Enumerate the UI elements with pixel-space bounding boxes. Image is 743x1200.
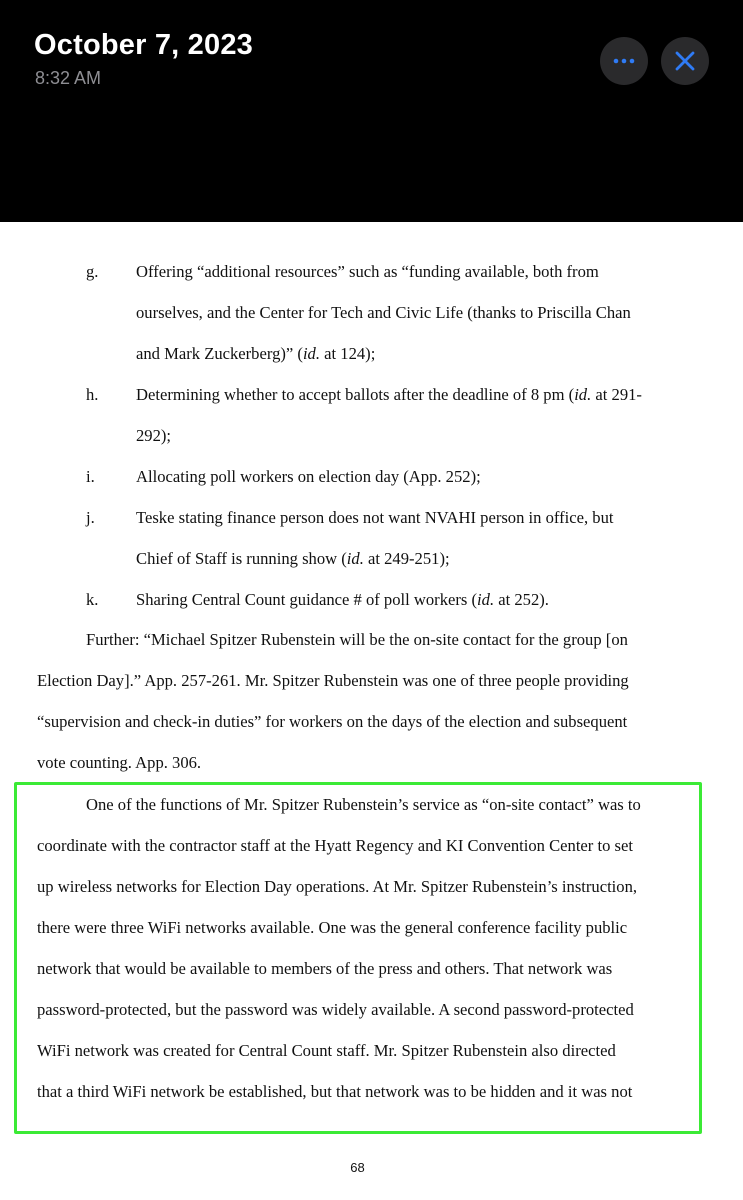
list-label: j. — [86, 508, 95, 527]
list-label: i. — [86, 467, 95, 486]
paragraph-line: up wireless networks for Election Day operations. At Mr. Spitzer Rubenstein’s instruction, — [37, 877, 638, 896]
photo-date: October 7, 2023 — [34, 29, 253, 61]
paragraph-line: Further: “Michael Spitzer Rubenstein will be the on-site contact for the group [on — [86, 630, 628, 649]
list-item-line: Chief of Staff is running show (id. at 249-251); — [136, 549, 450, 568]
list-label: h. — [86, 385, 99, 404]
photo-viewer-header — [0, 0, 743, 222]
list-item-line: ourselves, and the Center for Tech and Civic Life (thanks to Priscilla Chan — [136, 303, 631, 322]
paragraph-line: password-protected, but the password was widely available. A second password-protected — [37, 1000, 634, 1019]
paragraph-line: vote counting. App. 306. — [37, 753, 202, 772]
list-item-line — [136, 262, 677, 282]
list-item-line: Allocating poll workers on election day (App. 252); — [136, 467, 481, 486]
paragraph-line: One of the functions of Mr. Spitzer Rubenstein’s service as “on-site contact” was to — [86, 795, 641, 814]
photo-time: 8:32 AM — [35, 68, 102, 88]
page-number: 68 — [350, 1160, 365, 1175]
close-icon — [675, 51, 695, 71]
more-options-button[interactable] — [600, 37, 648, 85]
paragraph-line: Election Day].” App. 257-261. Mr. Spitzer Rubenstein was one of three people providing — [37, 671, 629, 690]
list-item-line: and Mark Zuckerberg)” (id. at 124); — [136, 344, 376, 363]
list-label: k. — [86, 590, 99, 609]
list-item-line: Sharing Central Count guidance # of poll workers (id. at 252). — [136, 590, 549, 609]
paragraph-line: “supervision and check-in duties” for workers on the days of the election and subsequent — [37, 712, 628, 731]
paragraph-line: network that would be available to members of the press and others. That network was — [37, 959, 613, 978]
paragraph-line: coordinate with the contractor staff at the Hyatt Regency and KI Convention Center to set — [37, 836, 633, 855]
list-item-line: 292); — [136, 426, 172, 445]
list-label: g. — [86, 262, 99, 281]
list-item-line: Determining whether to accept ballots after the deadline of 8 pm (id. at 291- — [136, 385, 642, 404]
list-item-line: Teske stating finance person does not want NVAHI person in office, but — [136, 508, 614, 527]
paragraph-line: there were three WiFi networks available. One was the general conference facility public — [37, 918, 628, 937]
text-line: Offering “additional resources” such as “funding available, both from — [136, 262, 599, 281]
close-button[interactable] — [661, 37, 709, 85]
paragraph-line: that a third WiFi network be established, but that network was to be hidden and it was not — [37, 1082, 633, 1101]
ellipsis-icon — [612, 58, 636, 64]
paragraph-line: WiFi network was created for Central Count staff. Mr. Spitzer Rubenstein also directed — [37, 1041, 616, 1060]
